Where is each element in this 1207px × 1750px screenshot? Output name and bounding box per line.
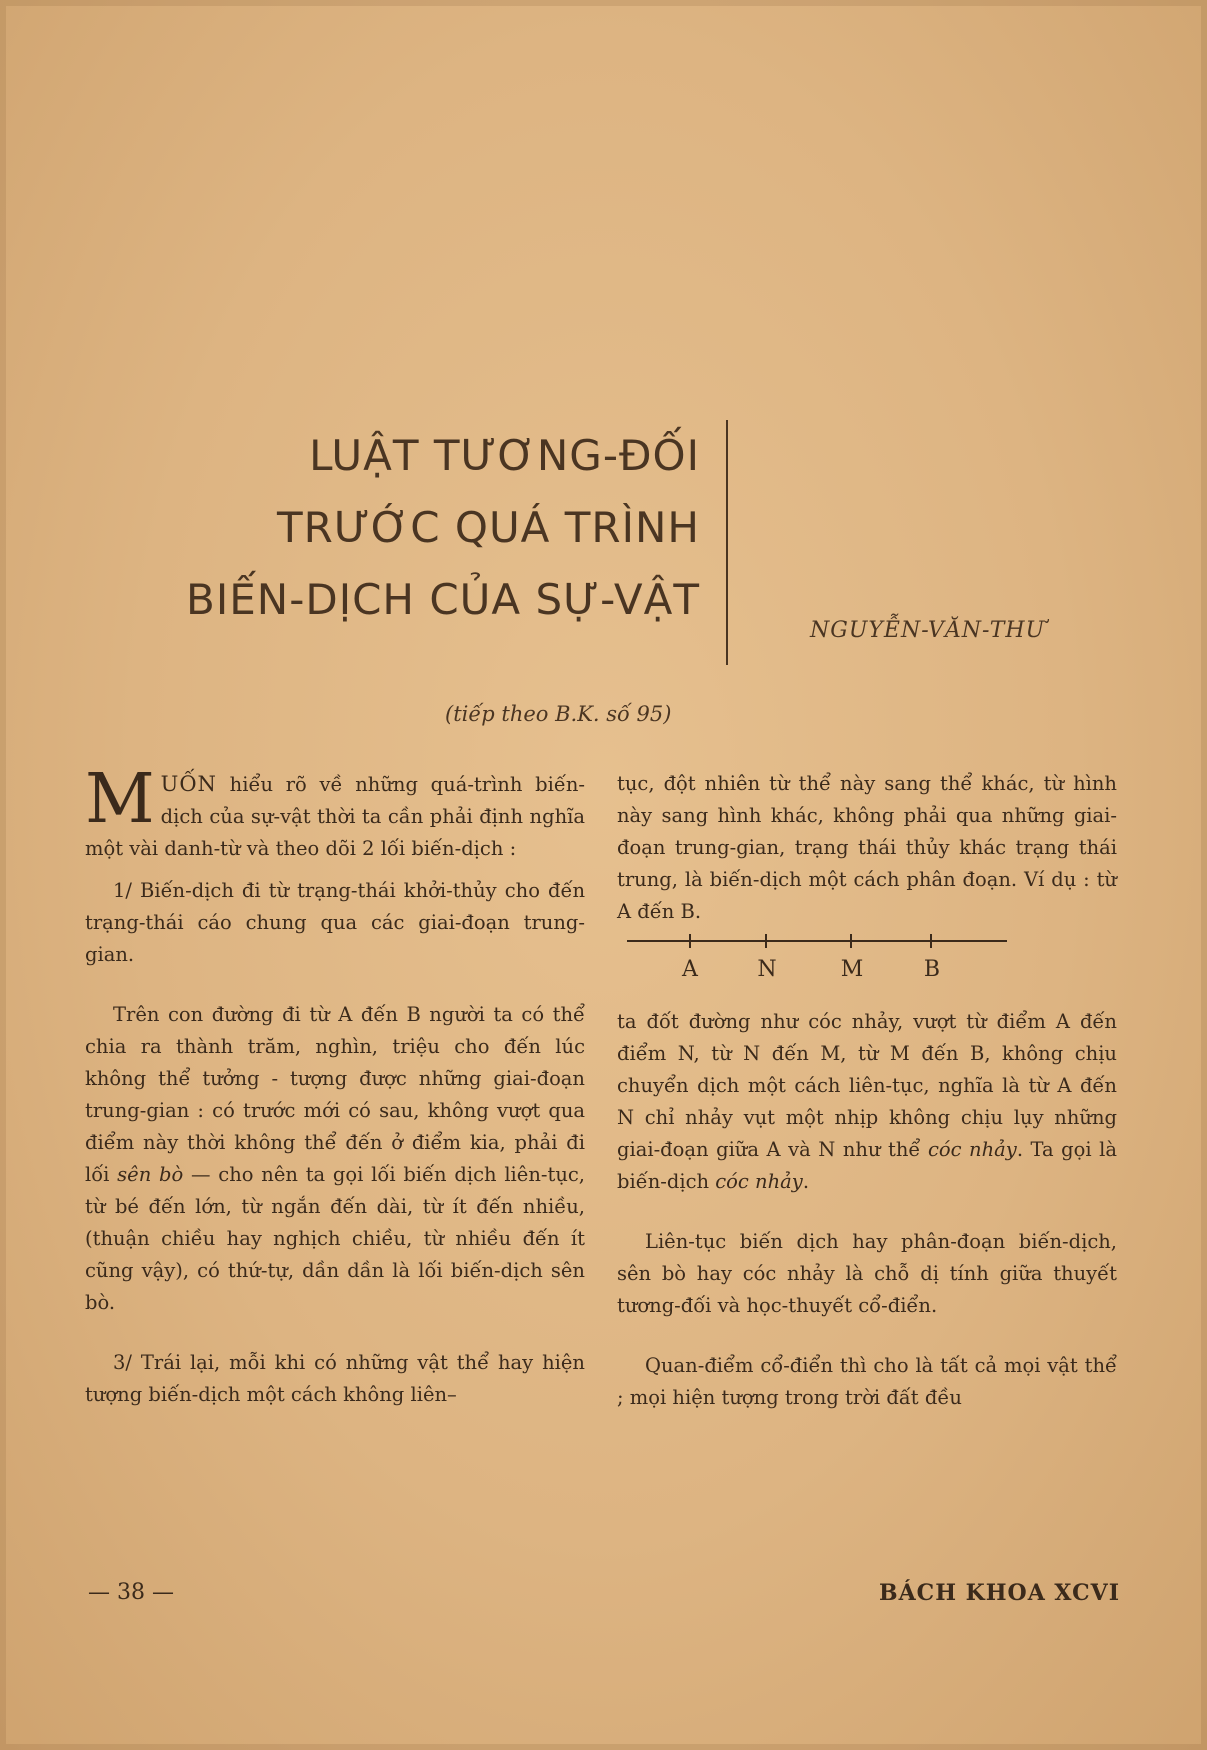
page-number: — 38 — bbox=[88, 1580, 174, 1605]
title-line-3: BIẾN-DỊCH CỦA SỰ-VẬT bbox=[186, 575, 700, 624]
frog-italic-1: cóc nhảy bbox=[927, 1138, 1017, 1161]
left-column bbox=[85, 760, 585, 1411]
paragraph-intro bbox=[85, 760, 585, 865]
title-divider bbox=[726, 420, 728, 665]
frog-text-b: . Ta gọi là biến-dịch bbox=[617, 1138, 1117, 1193]
paragraph-frog-jump bbox=[617, 1006, 1117, 1198]
diagram-label-a: A bbox=[682, 957, 698, 982]
frog-text-a: ta đốt đường như cóc nhảy, vượt từ điểm A đến điểm N, từ N đến M, từ M đến B, không chịu chuyển dịch một cách liên-tục, nghĩa là từ A đến N chỉ nhảy vụt một nhịp không chịu lụy những giai-đoạn giữa A và N như thể bbox=[617, 1010, 1117, 1161]
intro-smallcaps: UỐN bbox=[160, 772, 217, 796]
paragraph-classical: Quan-điểm cổ-điển thì cho là tất cả mọi vật thể ; mọi hiện tượng trong trời đất đều bbox=[617, 1354, 1117, 1409]
diagram-tick-a bbox=[689, 934, 691, 948]
paragraph-discontinuous: tục, đột nhiên từ thể này sang thể khác, từ hình này sang hình khác, không phải qua những giai-đoạn trung-gian, trạng thái thủy khác trạng thái trung, là biến-dịch một cách phân đoạn. Ví dụ : từ A đến B. bbox=[617, 772, 1117, 923]
paragraph-continuous bbox=[85, 999, 585, 1319]
paragraph-point-3: 3/ Trái lại, mỗi khi có những vật thể hay hiện tượng biến-dịch một cách không liên– bbox=[85, 1351, 585, 1406]
frog-italic-2: cóc nhảy bbox=[715, 1170, 803, 1193]
continuous-italic: sên bò bbox=[117, 1163, 184, 1186]
author-name: NGUYỄN-VĂN-THƯ bbox=[810, 618, 1046, 643]
title-line-2: TRƯỚC QUÁ TRÌNH bbox=[276, 503, 700, 552]
diagram-label-n: N bbox=[757, 957, 777, 982]
diagram-tick-m bbox=[850, 934, 852, 948]
frog-text-c: . bbox=[802, 1170, 810, 1193]
intro-text: hiểu rõ về những quá-trình biến-dịch của sự-vật thời ta cần phải định nghĩa một vài danh-từ và theo dõi 2 lối biến-dịch : bbox=[85, 773, 585, 860]
continued-note: (tiếp theo B.K. số 95) bbox=[445, 702, 672, 726]
magazine-name: BÁCH KHOA XCVI bbox=[879, 1580, 1120, 1606]
diagram-line bbox=[627, 940, 1007, 942]
title-line-1: LUẬT TƯƠNG-ĐỐI bbox=[309, 431, 700, 480]
article-title bbox=[130, 420, 700, 636]
diagram-tick-n bbox=[765, 934, 767, 948]
diagram-tick-b bbox=[930, 934, 932, 948]
diagram-label-m: M bbox=[840, 957, 864, 982]
paragraph-difference: Liên-tục biến dịch hay phân-đoạn biến-dịch, sên bò hay cóc nhảy là chỗ dị tính giữa thuyết tương-đối và học-thuyết cổ-điển. bbox=[617, 1230, 1117, 1317]
path-diagram bbox=[617, 930, 1117, 1000]
continuous-text-a: Trên con đường đi từ A đến B người ta có thể chia ra thành trăm, nghìn, triệu cho đến lúc không thể tưởng - tượng được những giai-đoạn trung-gian : có trước mới có sau, không vượt qua điểm này thời không thể đến ở điểm kia, phải đi lối bbox=[85, 1003, 585, 1186]
continuous-text-b: — cho nên ta gọi lối biến dịch liên-tục, từ bé đến lớn, từ ngắn đến dài, từ ít đến nhiều, (thuận chiều hay nghịch chiều, từ nhiều đến ít cũng vậy), có thứ-tự, dần dần là lối biến-dịch sên bò. bbox=[85, 1163, 585, 1314]
drop-cap: M bbox=[85, 760, 155, 839]
diagram-label-b: B bbox=[923, 957, 941, 982]
right-column bbox=[617, 768, 1117, 1414]
paragraph-point-1: 1/ Biến-dịch đi từ trạng-thái khởi-thủy cho đến trạng-thái cáo chung qua các giai-đoạn trung-gian. bbox=[85, 879, 585, 966]
